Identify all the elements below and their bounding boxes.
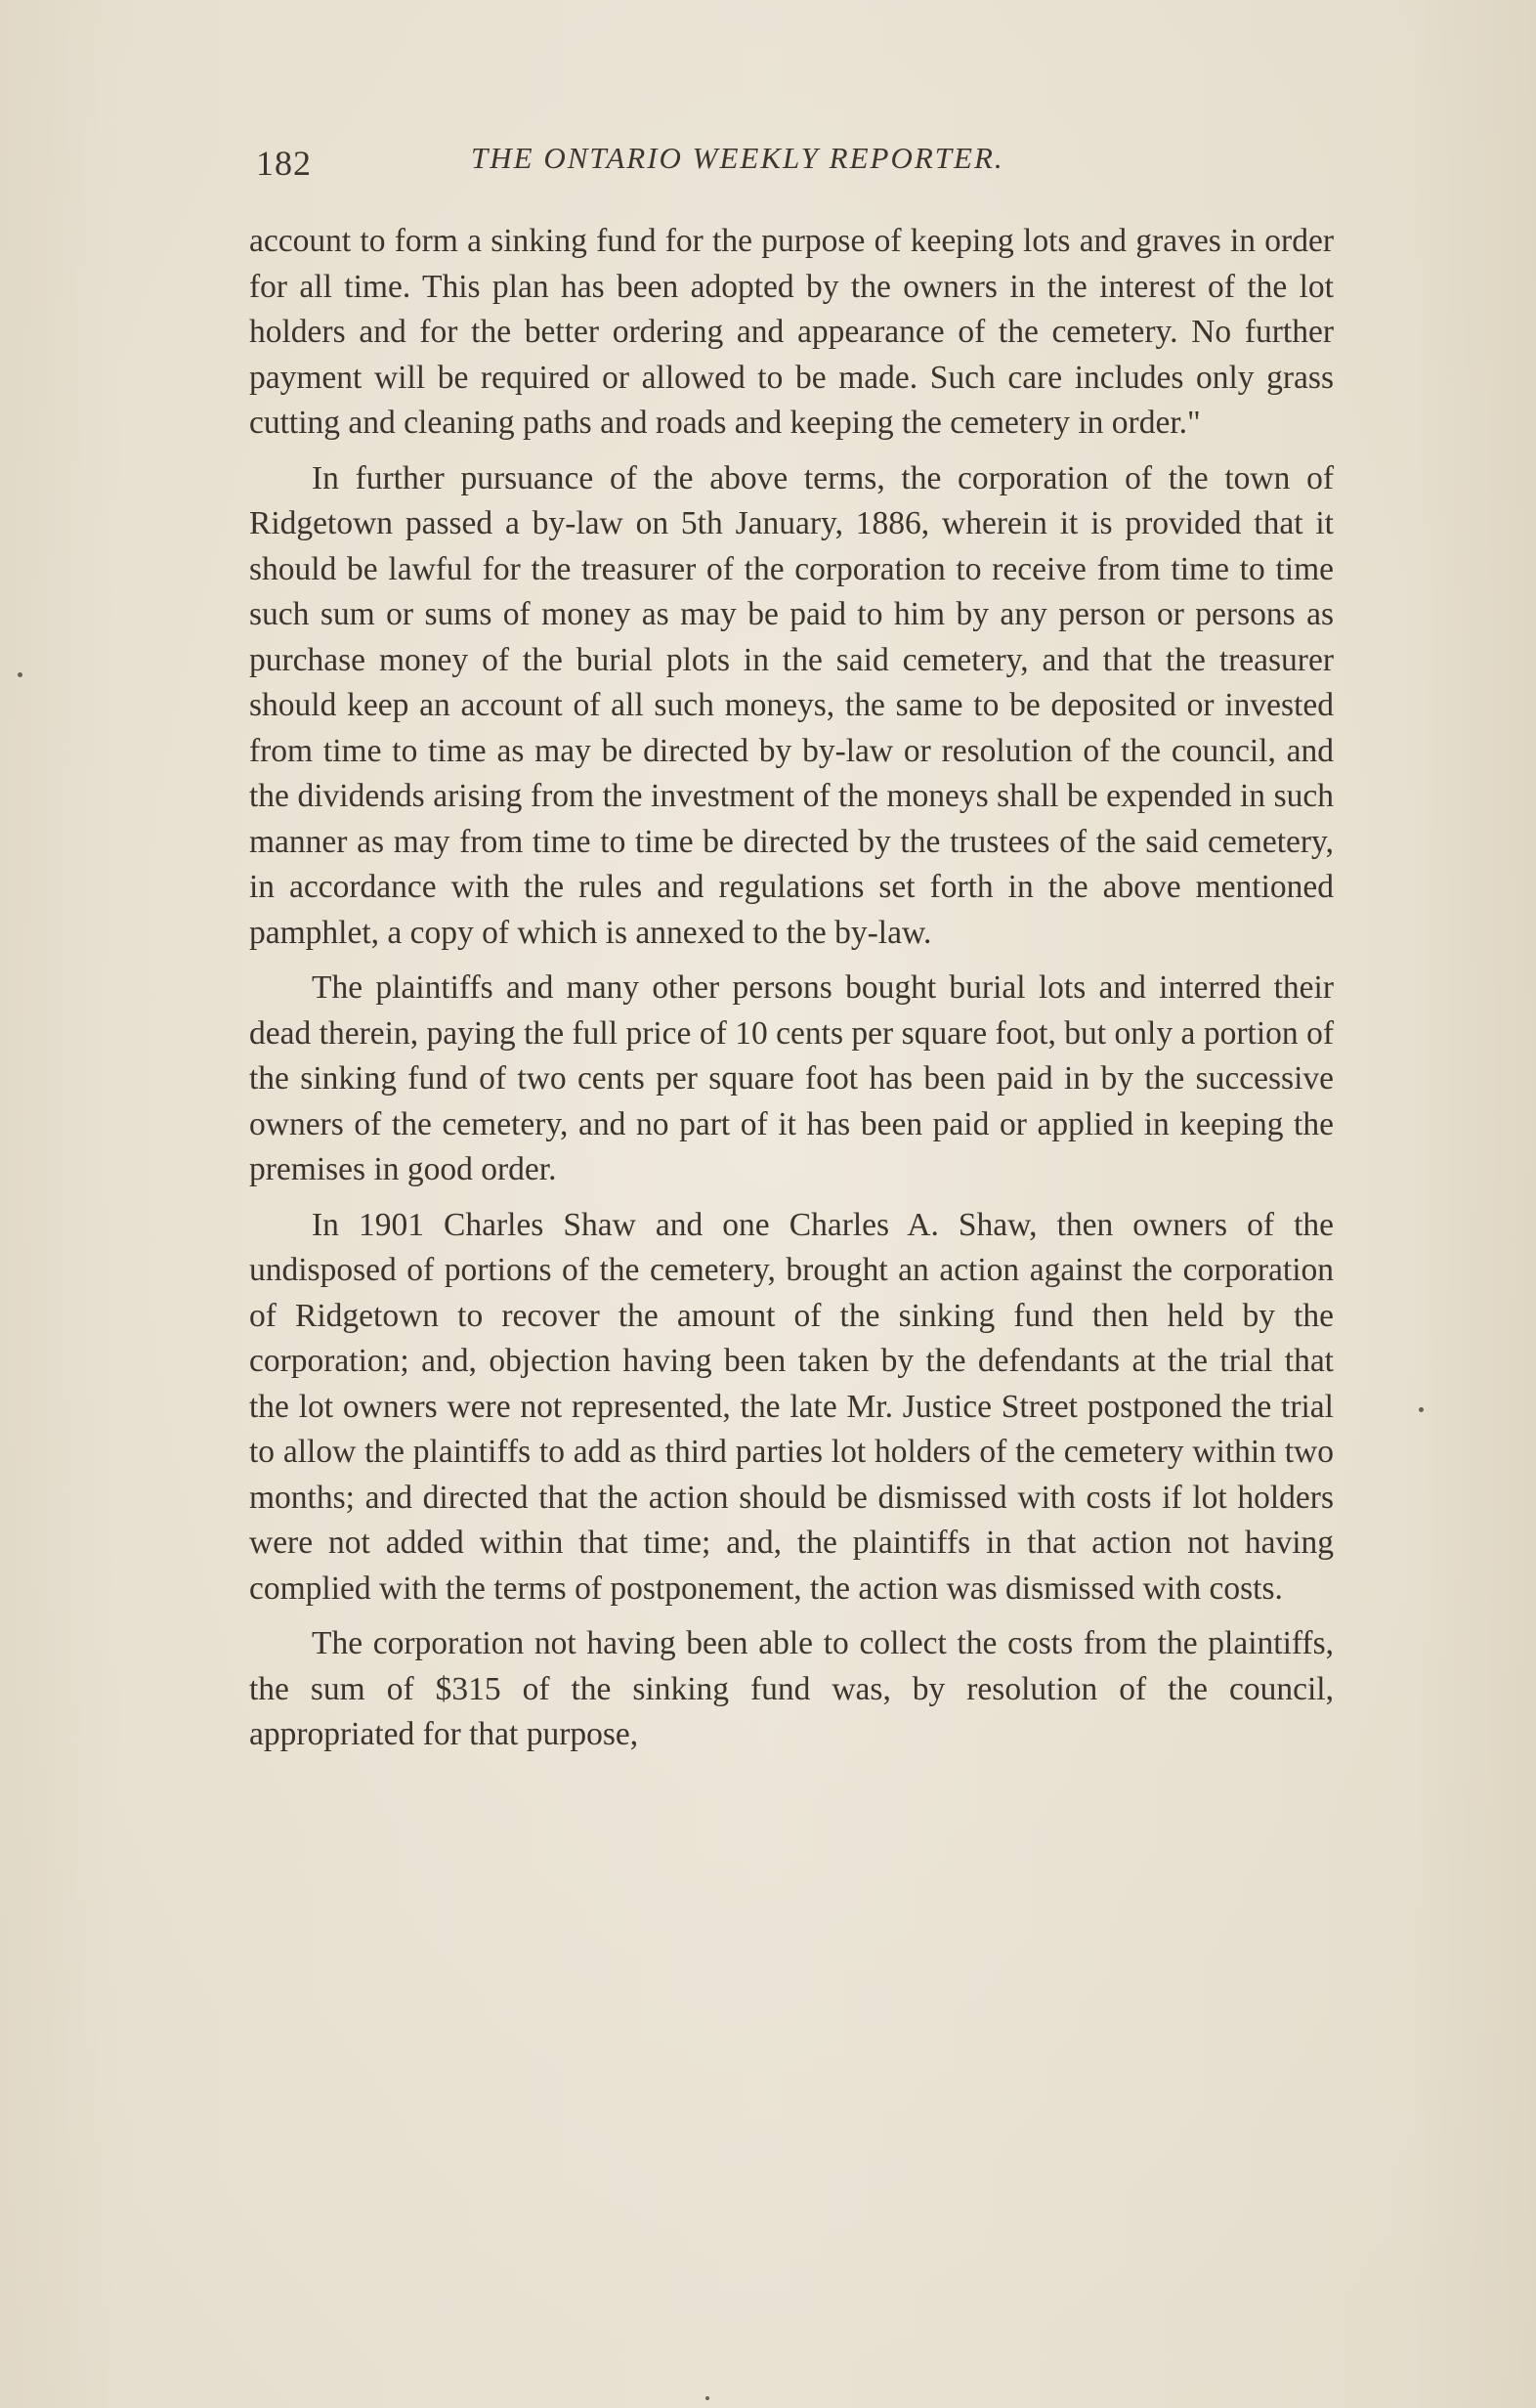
margin-speck — [18, 672, 22, 677]
margin-speck — [1419, 1407, 1424, 1412]
running-title: THE ONTARIO WEEKLY REPORTER. — [471, 141, 1004, 175]
body-text — [249, 219, 1334, 1768]
paragraph-continuation: account to form a sinking fund for the purpose of keeping lots and graves in order for all time. This plan has been adopted by the owners in the interest of the lot holders and for the better ordering and appearance of the cemetery. No further payment will be required or allowed to be made. Such care includes only grass cutting and cleaning paths and roads and keeping the cemetery in order." — [249, 223, 1334, 441]
paragraph-bylaw: In further pursuance of the above terms, the corporation of the town of Ridgetown passed a by-law on 5th January, 1886, wherein it is provided that it should be lawful for the treasurer of the corporation to receive from time to time such sum or sums of money as may be paid to him by any person or persons as purchase money of the burial plots in the said cemetery, and that the treasurer should keep an account of all such moneys, the same to be deposited or invested from time to time as may be directed by by-law or resolution of the council, and the dividends arising from the investment of the moneys shall be expended in such manner as may from time to time be directed by the trustees of the said cemetery, in accordance with the rules and regulations set forth in the above mentioned pamphlet, a copy of which is annexed to the by-law. — [249, 459, 1334, 951]
paragraph-costs: The corporation not having been able to collect the costs from the plaintiffs, the sum of $315 of the sinking fund was, by resolution of the council, appropriated for that purpose, — [249, 1625, 1334, 1752]
paragraph-1901-action: In 1901 Charles Shaw and one Charles A. Shaw, then owners of the undisposed of portions of the cemetery, brought an action against the corporation of Ridgetown to recover the amount of the sinking fund then held by the corporation; and, objection having been taken by the defendants at the trial that the lot owners were not represented, the late Mr. Justice Street postponed the trial to allow the plaintiffs to add as third parties lot holders of the cemetery within two months; and directed that the action should be dismissed with costs if lot holders were not added within that time; and, the plaintiffs in that action not having complied with the terms of postponement, the action was dismissed with costs. — [249, 1206, 1334, 1607]
paragraph-plaintiffs: The plaintiffs and many other persons bought burial lots and interred their dead therein, paying the full price of 10 cents per square foot, but only a portion of the sinking fund of two cents per square foot has been paid in by the successive owners of the cemetery, and no part of it has been paid or applied in keeping the premises in good order. — [249, 969, 1334, 1187]
page-header — [256, 137, 1331, 195]
page-number: 182 — [256, 144, 312, 183]
margin-speck — [705, 2396, 709, 2400]
